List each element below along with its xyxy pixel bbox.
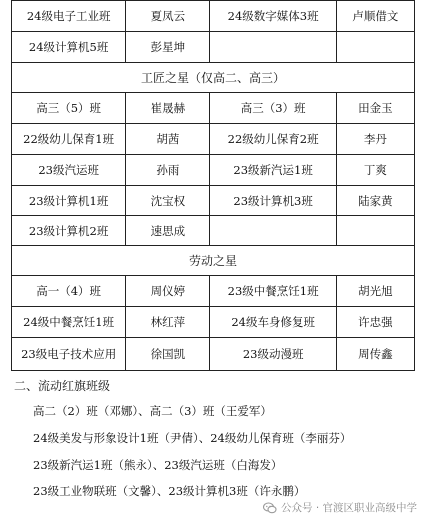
class-cell: 24级中餐烹饪1班 <box>12 307 126 338</box>
class-cell: 24级计算机5班 <box>12 32 126 63</box>
list-item: 高二（2）班（邓娜）、高二（3）班（王爱军） <box>33 404 272 418</box>
class-cell: 22级幼儿保育1班 <box>12 124 126 155</box>
class-cell: 23级动漫班 <box>210 338 336 371</box>
class-cell: 高三（5）班 <box>12 93 126 124</box>
class-cell: 23级计算机1班 <box>12 186 126 216</box>
class-cell: 24级车身修复班 <box>210 307 336 338</box>
list-item: 24级美发与形象设计1班（尹倩）、24级幼儿保育班（李丽芬） <box>33 431 352 445</box>
list-item: 23级新汽运1班（熊永）、23级汽运班（白海发） <box>33 458 283 472</box>
name-cell: 徐国凯 <box>126 338 210 371</box>
class-cell: 24级数字媒体3班 <box>210 1 336 32</box>
name-cell: 丁爽 <box>336 155 414 186</box>
name-cell: 卢顺借文 <box>336 1 414 32</box>
class-cell: 23级电子技术应用 <box>12 338 126 371</box>
watermark <box>263 500 417 515</box>
class-cell: 23级中餐烹饪1班 <box>210 276 336 307</box>
name-cell: 李丹 <box>336 124 414 155</box>
name-cell: 周仪婷 <box>126 276 210 307</box>
section-header-craftsman: 工匠之星（仅高二、高三） <box>12 63 415 93</box>
watermark-text: 公众号 · 官渡区职业高级中学 <box>280 502 417 514</box>
class-cell: 24级电子工业班 <box>12 1 126 32</box>
name-cell: 许忠强 <box>336 307 414 338</box>
class-cell: 23级汽运班 <box>12 155 126 186</box>
name-cell: 彭星坤 <box>126 32 210 63</box>
class-cell: 23级计算机2班 <box>12 216 126 246</box>
class-cell: 23级计算机3班 <box>210 186 336 216</box>
name-cell: 林红萍 <box>126 307 210 338</box>
name-cell: 夏凤云 <box>126 1 210 32</box>
list-item: 23级工业物联班（文馨）、23级计算机3班（许永鹏） <box>33 484 306 498</box>
name-cell: 崔晟赫 <box>126 93 210 124</box>
name-cell: 速思成 <box>126 216 210 246</box>
class-cell: 高三（3）班 <box>210 93 336 124</box>
name-cell: 田金玉 <box>336 93 414 124</box>
class-cell: 23级新汽运1班 <box>210 155 336 186</box>
class-cell: 22级幼儿保育2班 <box>210 124 336 155</box>
wechat-icon <box>263 502 277 514</box>
name-cell: 胡茜 <box>126 124 210 155</box>
section-title: 二、流动红旗班级 <box>14 379 111 393</box>
class-cell: 高一（4）班 <box>12 276 126 307</box>
name-cell: 孙雨 <box>126 155 210 186</box>
name-cell: 陆家黄 <box>336 186 414 216</box>
section-header-labor: 劳动之星 <box>12 246 415 276</box>
name-cell: 沈宝权 <box>126 186 210 216</box>
name-cell: 胡光旭 <box>336 276 414 307</box>
name-cell: 周传鑫 <box>336 338 414 371</box>
